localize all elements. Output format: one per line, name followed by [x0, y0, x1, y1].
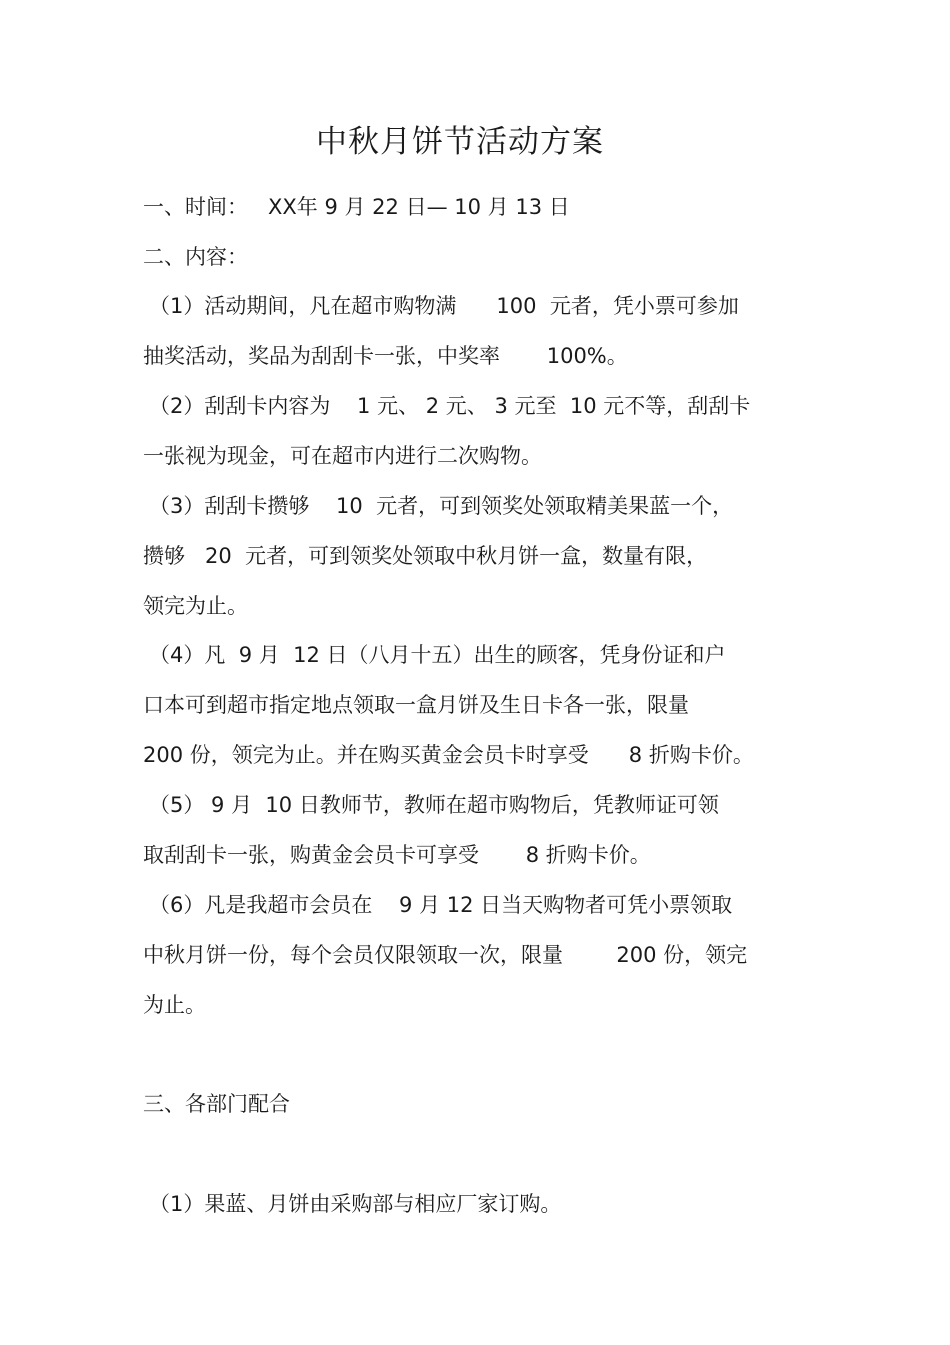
time-line: 一、时间： XX年 9 月 22 日— 10 月 13 日	[143, 195, 570, 219]
item-1-line-2: 抽奖活动，奖品为刮刮卡一张，中奖率 100%。	[143, 344, 628, 368]
item-3-line-1: （3）刮刮卡攒够 10 元者，可到领奖处领取精美果蓝一个，	[149, 494, 734, 518]
content-heading: 二、内容：	[143, 245, 248, 269]
item-6-line-2: 中秋月饼一份，每个会员仅限领取一次，限量 200 份，领完	[143, 943, 748, 967]
item-4-line-3: 200 份，领完为止。并在购买黄金会员卡时享受 8 折购卡价。	[143, 743, 754, 767]
dept-item-1: （1）果蓝、月饼由采购部与相应厂家订购。	[149, 1192, 562, 1216]
item-5-line-2: 取刮刮卡一张，购黄金会员卡可享受 8 折购卡价。	[143, 843, 651, 867]
departments-heading: 三、各部门配合	[143, 1092, 290, 1116]
item-6-line-1: （6）凡是我超市会员在 9 月 12 日当天购物者可凭小票领取	[149, 893, 733, 917]
item-1-line-1: （1）活动期间，凡在超市购物满 100 元者，凭小票可参加	[149, 294, 739, 318]
item-4-line-2: 口本可到超市指定地点领取一盒月饼及生日卡各一张，限量	[143, 693, 689, 717]
item-5-line-1: （5） 9 月 10 日教师节，教师在超市购物后，凭教师证可领	[149, 793, 719, 817]
page-title: 中秋月饼节活动方案	[316, 124, 604, 160]
item-2-line-1: （2）刮刮卡内容为 1 元、 2 元、 3 元至 10 元不等，刮刮卡	[149, 394, 751, 418]
item-3-line-2: 攒够 20 元者，可到领奖处领取中秋月饼一盒，数量有限，	[143, 544, 708, 568]
item-3-line-3: 领完为止。	[143, 594, 248, 618]
item-6-line-3: 为止。	[143, 993, 206, 1017]
item-4-line-1: （4）凡 9 月 12 日（八月十五）出生的顾客，凭身份证和户	[149, 643, 726, 667]
item-2-line-2: 一张视为现金，可在超市内进行二次购物。	[143, 444, 542, 468]
